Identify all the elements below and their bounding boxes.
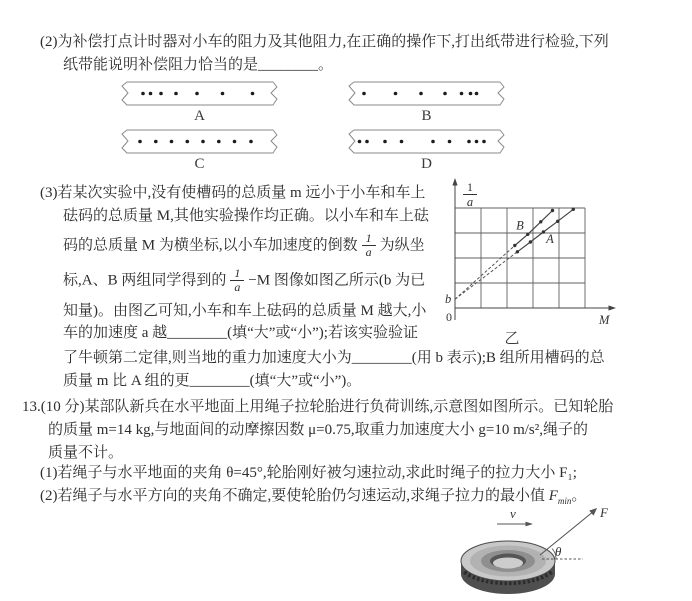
tape-dot — [362, 92, 366, 96]
inline-fraction-1-over-a: $\frac{1}{a}$ — [362, 232, 376, 259]
y-axis-arrow — [452, 178, 457, 186]
tape-dot — [431, 140, 435, 144]
angle-label: θ — [555, 544, 562, 559]
line-label-B: B — [516, 218, 524, 233]
tape-dot — [195, 92, 199, 96]
q13-text-line2: 的质量 m=14 kg,与地面间的动摩擦因数 μ=0.75,取重力加速度大小 g=10 m/s²,绳子的 — [48, 422, 589, 438]
line-B-dashed-extension — [455, 246, 515, 300]
intercept-label-b: b — [445, 292, 452, 306]
data-point-B — [513, 244, 516, 247]
q3-text-line4 — [63, 267, 425, 294]
q3-text-line1: (3)若某次实验中,没有使槽码的总质量 m 远小于小车和车上 — [40, 185, 426, 201]
q3-text-line7: 了牛顿第二定律,则当地的重力加速度大小为________(用 b 表示);B 组所用槽码的总 — [63, 350, 605, 366]
line-label-A: A — [546, 232, 554, 246]
q13-text-line1: 13.(10 分)某部队新兵在水平地面上用绳子拉轮胎进行负荷训练,示意图如图所示。已知轮胎 — [22, 399, 614, 415]
tape-label-d: D — [421, 156, 432, 172]
paper-tape-d — [344, 128, 509, 155]
tape-dot — [170, 140, 174, 144]
paper-tape-b — [344, 80, 509, 107]
tape-outline — [349, 130, 504, 153]
force-arrow-line — [540, 511, 594, 555]
velocity-label: v — [510, 506, 516, 521]
tape-dot — [394, 92, 398, 96]
tape-dot — [149, 92, 153, 96]
data-point-B — [539, 220, 542, 223]
tape-dot — [174, 92, 178, 96]
y-axis-label-denominator: a — [466, 195, 474, 209]
tape-dot — [448, 140, 452, 144]
tape-outline — [349, 82, 504, 105]
y-axis-label-numerator: 1 — [467, 180, 473, 194]
tape-dot — [138, 140, 142, 144]
line-A-dashed-extension — [455, 252, 517, 300]
tape-dot — [475, 92, 479, 96]
tape-dot — [482, 140, 486, 144]
q13-item1: (1)若绳子与水平地面的夹角 θ=45°,轮胎刚好被匀速拉动,求此时绳子的拉力大小 F₁; — [40, 465, 577, 481]
force-label: F — [600, 505, 608, 520]
tire-drawing — [461, 541, 555, 594]
data-point-A — [529, 240, 532, 243]
tire-figure — [455, 503, 640, 599]
data-point-B — [551, 209, 554, 212]
velocity-arrow-head — [526, 522, 534, 527]
tape-dot — [141, 92, 145, 96]
tape-dot — [419, 92, 423, 96]
graph-yi — [437, 176, 622, 328]
q13-text-line3: 质量不计。 — [48, 445, 124, 461]
q13-item2-subscript: min — [557, 496, 572, 506]
tape-dot — [221, 92, 225, 96]
tape-dot — [467, 140, 471, 144]
q13-item2-period: 。 — [571, 488, 587, 504]
tape-dot — [154, 140, 158, 144]
tape-dot — [186, 140, 190, 144]
q3-line4-after: −M 图像如图乙所示(b 为已 — [248, 272, 426, 289]
q3-text-line8: 质量 m 比 A 组的更________(填“大”或“小”)。 — [63, 373, 362, 389]
paper-tape-a — [117, 80, 282, 107]
tape-dot — [251, 92, 255, 96]
graph-caption-yi: 乙 — [504, 331, 520, 347]
tape-dot — [475, 140, 479, 144]
tape-dot — [201, 140, 205, 144]
q3-text-line3 — [63, 232, 425, 259]
tape-label-c: C — [194, 156, 205, 172]
q3-line3-after: 为纵坐 — [379, 237, 425, 254]
q2-text-line2: 纸带能说明补偿阻力恰当的是________。 — [63, 57, 334, 73]
x-axis-arrow — [609, 305, 617, 310]
tape-dot — [383, 140, 387, 144]
tape-dot — [460, 92, 464, 96]
q3-line3-before: 码的总质量 M 为横坐标,以小车加速度的倒数 — [63, 237, 358, 254]
q13-item2-variable: F — [548, 488, 558, 504]
tape-dot — [469, 92, 473, 96]
origin-label: 0 — [446, 310, 452, 324]
q3-line4-before: 标,A、B 两组同学得到的 — [63, 272, 227, 289]
data-point-A — [516, 250, 519, 253]
tape-dot — [358, 140, 362, 144]
inline-fraction-1-over-a: $\frac{1}{a}$ — [230, 267, 244, 294]
x-axis-label-M: M — [599, 313, 610, 327]
tape-dot — [159, 92, 163, 96]
graph-data-lines — [455, 208, 575, 300]
q3-text-line5: 知量)。由图乙可知,小车和车上砝码的总质量 M 越大,小 — [63, 303, 427, 319]
paper-tape-c — [117, 128, 282, 155]
tape-dot — [233, 140, 237, 144]
tape-dot — [249, 140, 253, 144]
tape-dot — [400, 140, 404, 144]
q3-text-line2: 砝码的总质量 M,其他实验操作均正确。以小车和车上砝 — [63, 208, 429, 224]
q3-text-line6: 车的加速度 a 越________(填“大”或“小”);若该实验验证 — [63, 325, 418, 341]
data-point-B — [526, 233, 529, 236]
data-point-A — [556, 220, 559, 223]
q2-text-line1: (2)为补偿打点计时器对小车的阻力及其他阻力,在正确的操作下,打出纸带进行检验,下列 — [40, 34, 609, 50]
tape-label-b: B — [421, 108, 432, 124]
tape-outline — [122, 130, 277, 153]
tape-dot — [443, 92, 447, 96]
tape-dot — [365, 140, 369, 144]
tape-label-a: A — [194, 108, 205, 124]
data-point-A — [572, 208, 575, 211]
tape-dot — [217, 140, 221, 144]
q13-item2-text: (2)若绳子与水平方向的夹角不确定,要使轮胎仍匀速运动,求绳子拉力的最小值 — [40, 488, 549, 504]
data-point-A — [542, 230, 545, 233]
